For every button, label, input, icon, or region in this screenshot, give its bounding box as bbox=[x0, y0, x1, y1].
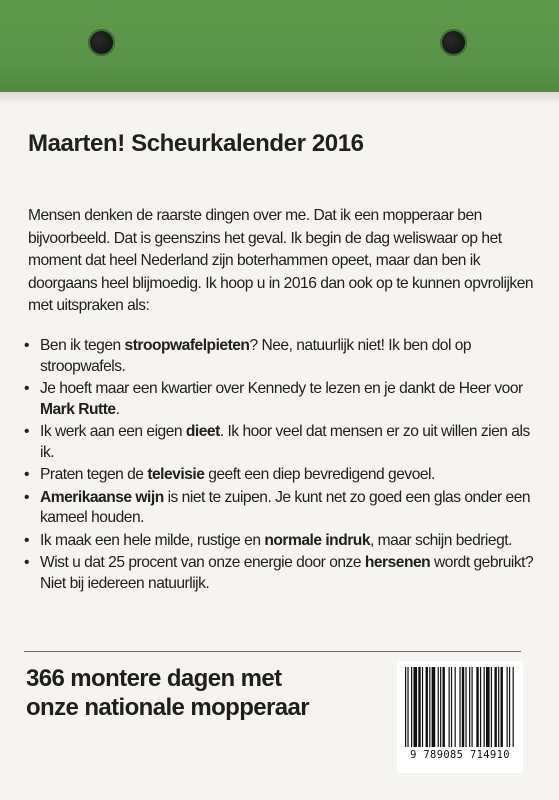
barcode-bar bbox=[407, 667, 408, 747]
quote-item bbox=[24, 336, 544, 377]
intro-paragraph: Mensen denken de raarste dingen over me. Dat ik een mopperaar ben bijvoorbeeld. Dat is geenszins het geval. Ik begin de dag weliswaar op het moment dat heel Nederland zijn boterhammen opeet, maar dan ben ik doorgaans heel blijmoedig. Ik hoop u in 2016 dan ook op te kunnen opvrolijken met uitspraken als: bbox=[28, 207, 534, 314]
quote-keyword: hersenen bbox=[364, 554, 431, 571]
quote-keyword: stroopwafelpieten bbox=[124, 337, 250, 354]
barcode-bar bbox=[432, 667, 436, 747]
quote-text: . bbox=[115, 400, 120, 418]
footer-tagline bbox=[26, 664, 386, 722]
barcode-bar bbox=[438, 667, 439, 747]
page-title: Maarten! Scheurkalender 2016 bbox=[28, 130, 364, 157]
barcode-bar bbox=[459, 667, 460, 747]
barcode-bars bbox=[405, 667, 515, 747]
barcode-bar bbox=[426, 667, 428, 747]
bullet-icon: • bbox=[24, 380, 29, 397]
bullet-icon: • bbox=[24, 337, 29, 354]
barcode-bar bbox=[480, 667, 481, 747]
quote-text: ? Nee, natuurlijk niet! Ik ben dol op stroopwafels. bbox=[40, 337, 472, 375]
quote-item bbox=[24, 422, 544, 463]
quote-keyword: dieet bbox=[185, 423, 220, 440]
quote-text: geeft een diep bevredigend gevoel. bbox=[204, 466, 435, 483]
barcode-bar bbox=[507, 667, 508, 747]
barcode-bar bbox=[500, 667, 502, 747]
quote-keyword: Amerikaanse wijn bbox=[40, 488, 164, 506]
barcode-bar bbox=[429, 667, 430, 747]
quote-text: , maar schijn bedriegt. bbox=[370, 531, 512, 549]
punch-hole-left bbox=[88, 29, 115, 56]
barcode-bar bbox=[451, 667, 452, 747]
barcode-bar bbox=[513, 667, 514, 747]
barcode-bar bbox=[462, 667, 464, 747]
barcode-bar bbox=[491, 667, 492, 747]
quote-list bbox=[24, 336, 544, 596]
barcode-bar bbox=[418, 667, 420, 747]
isbn-barcode bbox=[397, 661, 523, 773]
quote-text: Ik maak een hele milde, rustige en bbox=[40, 531, 265, 549]
footer-tagline-line1: 366 montere dagen met bbox=[26, 665, 282, 692]
barcode-bar bbox=[498, 667, 499, 747]
green-header-band bbox=[0, 0, 559, 92]
barcode-bar bbox=[440, 667, 441, 747]
bullet-icon: • bbox=[24, 488, 29, 506]
quote-keyword: Mark Rutte bbox=[40, 400, 116, 418]
barcode-bar bbox=[469, 667, 470, 747]
quote-text: Je hoeft maar een kwartier over Kennedy te lezen en je dankt de Heer voor bbox=[40, 380, 523, 397]
barcode-bar bbox=[442, 667, 444, 747]
bullet-icon: • bbox=[24, 531, 29, 549]
barcode-digits: 9 789085 714910 bbox=[410, 749, 510, 761]
barcode-bar bbox=[405, 667, 406, 747]
punch-hole-right bbox=[440, 29, 467, 56]
quote-text: wordt gebruikt? Niet bij iedereen natuurlijk. bbox=[40, 554, 534, 592]
quote-text: Ik werk aan een eigen bbox=[40, 423, 186, 440]
quote-item bbox=[24, 465, 544, 486]
quote-item bbox=[24, 531, 544, 552]
barcode-bar bbox=[449, 667, 450, 747]
barcode-bar bbox=[509, 667, 510, 747]
divider-line bbox=[24, 651, 521, 652]
quote-text: Praten tegen de bbox=[40, 466, 148, 483]
quote-keyword: normale indruk bbox=[264, 531, 370, 549]
barcode-bar bbox=[455, 667, 456, 747]
barcode-bar bbox=[486, 667, 490, 747]
bullet-icon: • bbox=[24, 423, 29, 440]
quote-text: . Ik hoor veel dat mensen er zo uit willen zien als ik. bbox=[40, 423, 530, 461]
barcode-bar bbox=[494, 667, 496, 747]
header-shadow bbox=[0, 92, 559, 104]
barcode-bar bbox=[422, 667, 423, 747]
barcode-bar bbox=[411, 667, 412, 747]
quote-item bbox=[24, 379, 544, 420]
bullet-icon: • bbox=[24, 554, 29, 571]
barcode-bar bbox=[465, 667, 466, 747]
barcode-bar bbox=[476, 667, 478, 747]
bullet-icon: • bbox=[24, 466, 29, 483]
quote-item bbox=[24, 553, 544, 594]
barcode-bar bbox=[471, 667, 472, 747]
quote-text: Ben ik tegen bbox=[40, 337, 125, 354]
barcode-bar bbox=[413, 667, 417, 747]
quote-keyword: televisie bbox=[147, 466, 205, 483]
barcode-bar bbox=[484, 667, 485, 747]
quote-text: is niet te zuipen. Je kunt net zo goed een glas onder een kameel houden. bbox=[40, 488, 531, 526]
quote-text: Wist u dat 25 procent van onze energie door onze bbox=[40, 554, 365, 571]
quote-item bbox=[24, 488, 544, 529]
footer-tagline-line2: onze nationale mopperaar bbox=[26, 694, 309, 721]
